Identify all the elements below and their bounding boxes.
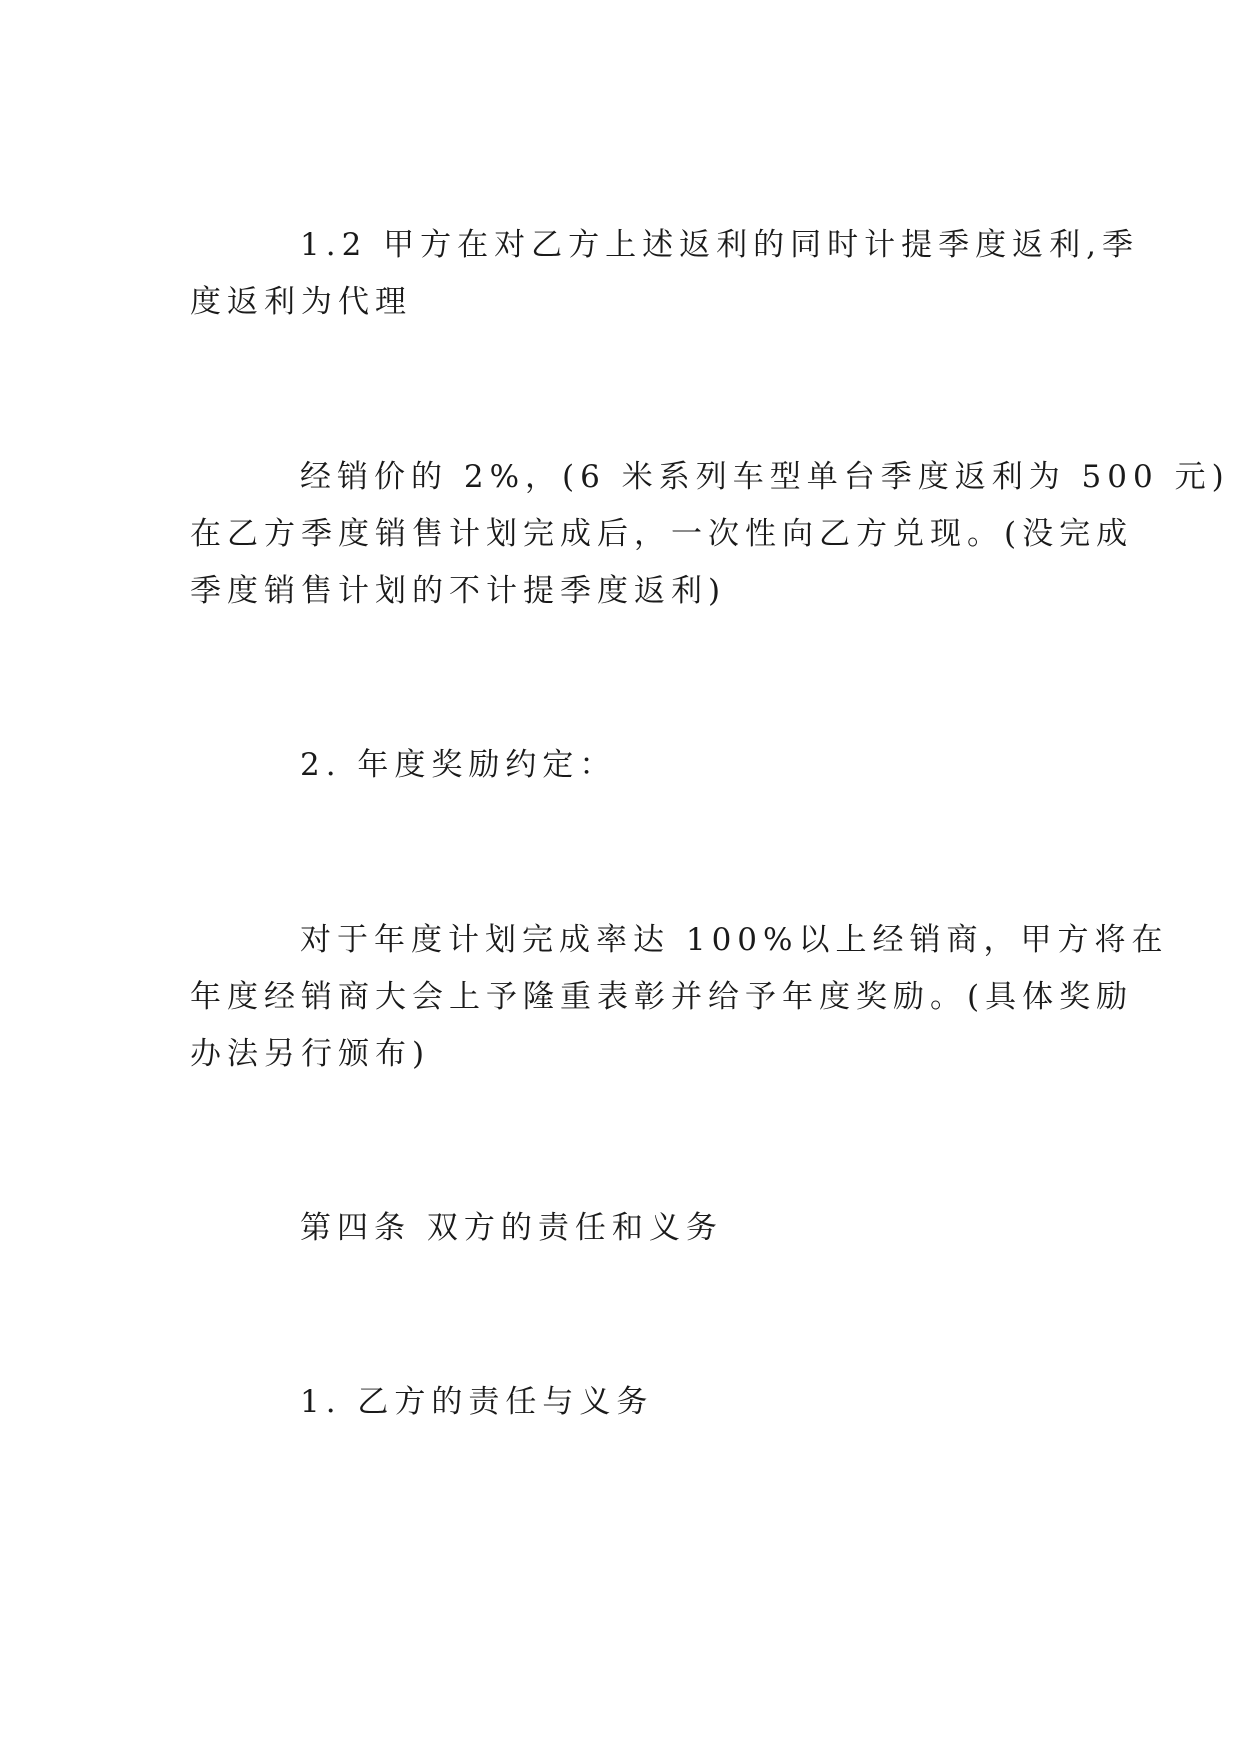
paragraph-2-line-2: 在乙方季度销售计划完成后，一次性向乙方兑现。(没完成 bbox=[190, 516, 1134, 552]
party-b-duties-heading: 1. 乙方的责任与义务 bbox=[300, 1384, 654, 1420]
paragraph-2-line-1: 经销价的 2%，(6 米系列车型单台季度返利为 500 元) bbox=[300, 459, 1230, 495]
paragraph-4-line-2: 年度经销商大会上予隆重表彰并给予年度奖励。(具体奖励 bbox=[190, 979, 1134, 1015]
paragraph-4-line-3: 办法另行颁布) bbox=[190, 1036, 431, 1072]
paragraph-1-line-1: 1.2 甲方在对乙方上述返利的同时计提季度返利,季 bbox=[300, 227, 1140, 263]
section-heading-annual-reward: 2. 年度奖励约定： bbox=[300, 747, 617, 783]
article-four-heading: 第四条 双方的责任和义务 bbox=[300, 1210, 723, 1246]
paragraph-1-line-2: 度返利为代理 bbox=[190, 284, 412, 320]
paragraph-2-line-3: 季度销售计划的不计提季度返利) bbox=[190, 573, 727, 609]
paragraph-4-line-1: 对于年度计划完成率达 100%以上经销商，甲方将在 bbox=[300, 922, 1169, 958]
